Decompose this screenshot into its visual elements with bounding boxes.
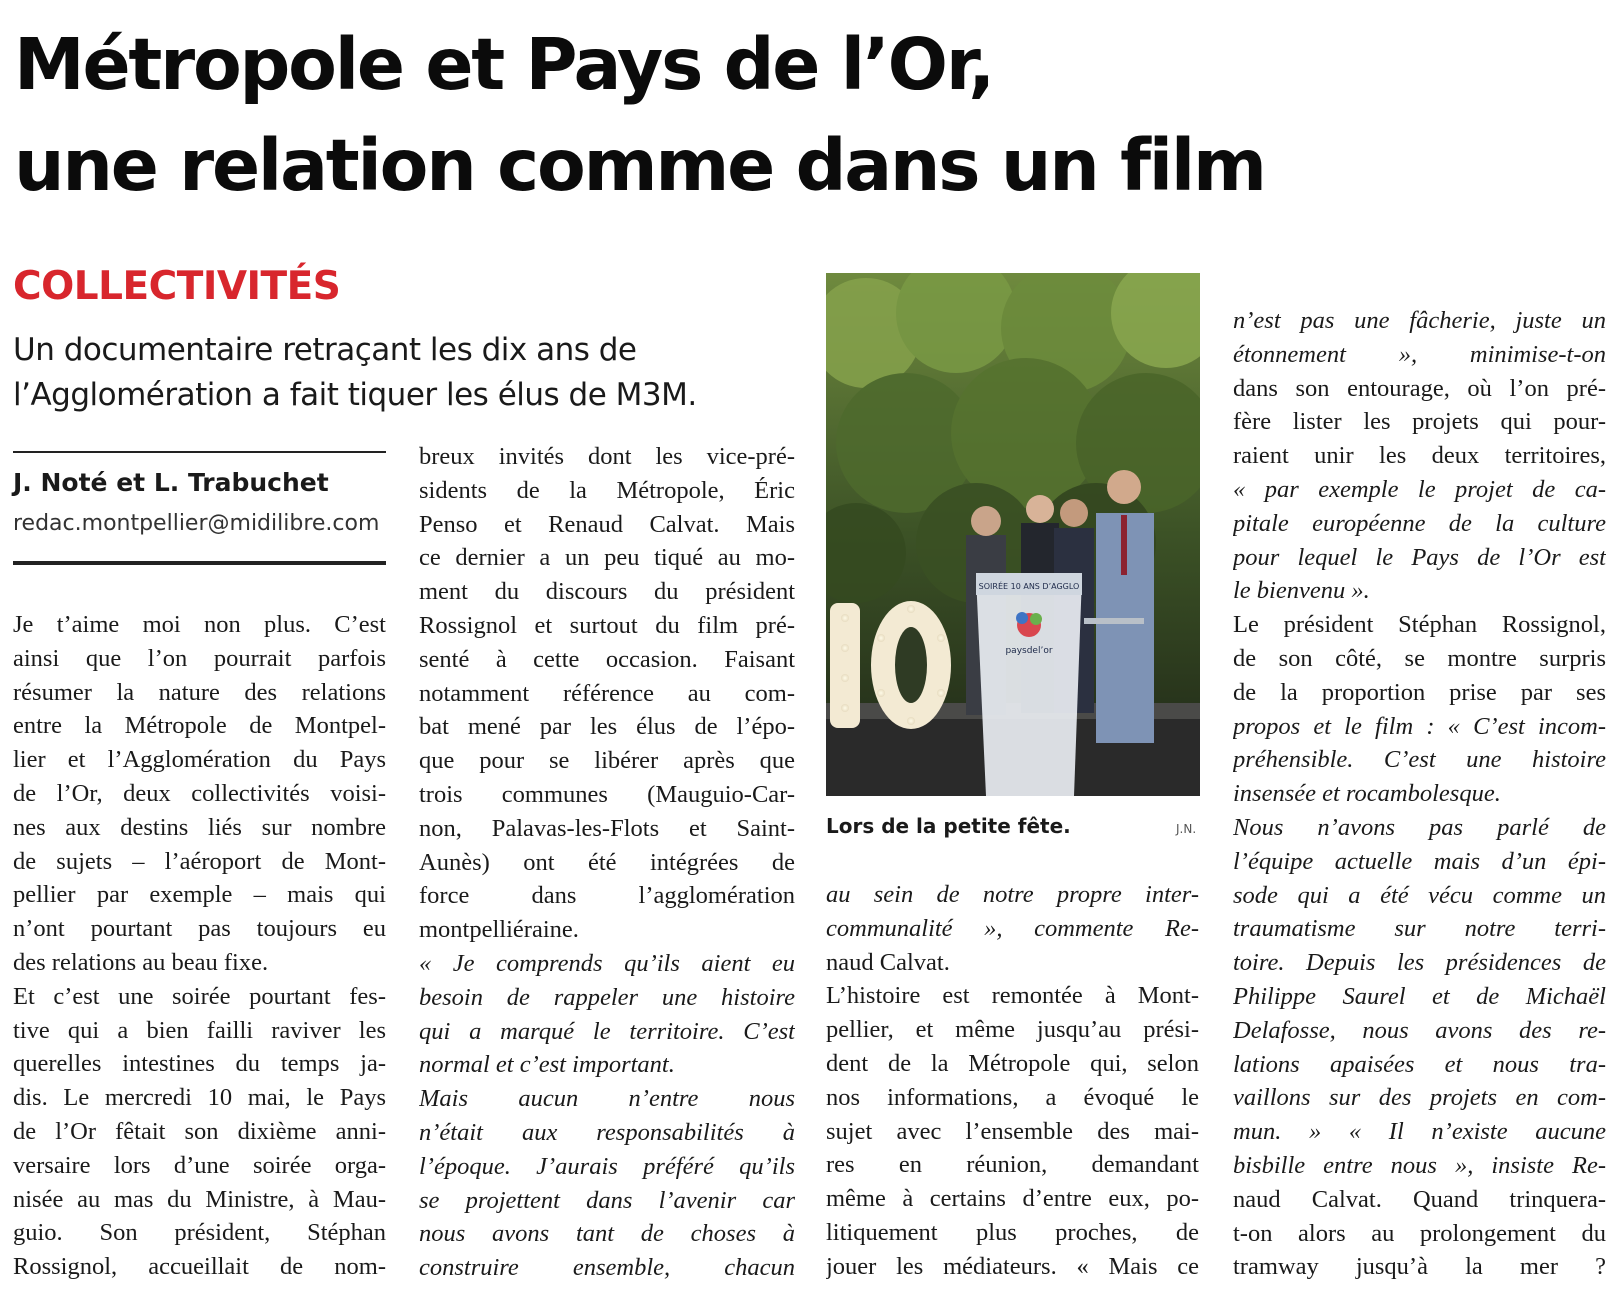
article-line: Le président Stéphan Rossignol, — [1233, 611, 1606, 639]
podium-logo-text: paysdel’or — [1005, 646, 1053, 656]
article-line: res en réunion, demandant — [826, 1151, 1199, 1179]
byline-email[interactable]: redac.montpellier@midilibre.com — [13, 511, 380, 536]
article-line: Mais aucun n’entre nous — [419, 1085, 795, 1113]
article-line: nous avons tant de choses à — [419, 1220, 795, 1248]
article-line: au sein de notre propre inter- — [826, 881, 1199, 908]
article-line: vaillons sur des projets en com- — [1233, 1084, 1606, 1112]
standfirst-line-2: l’Agglomération a fait tiquer les élus de M3M. — [13, 377, 697, 413]
byline-bottom-rule — [13, 561, 386, 565]
article-line: breux invités dont les vice-pré- — [419, 443, 795, 470]
event-photo — [826, 273, 1200, 796]
podium-text: SOIRÉE 10 ANS D’AGGLO — [978, 582, 1080, 591]
article-column-3 — [826, 878, 1199, 1284]
article-line: Aunès) ont été intégrées de — [419, 848, 795, 876]
article-line: t-on alors au prolongement du — [1233, 1219, 1606, 1247]
headline-line-1: Métropole et Pays de l’Or, — [14, 23, 993, 106]
byline-top-rule — [13, 451, 386, 453]
photo-credit: J.N. — [1176, 822, 1197, 836]
article-line: sujet avec l’ensemble des mai- — [826, 1117, 1199, 1145]
article-line: « par exemple le projet de ca- — [1233, 475, 1606, 503]
article-line: Nous n’avons pas parlé de — [1233, 813, 1606, 841]
standfirst — [13, 328, 803, 418]
article-line: bisbille entre nous », insiste Re- — [1233, 1151, 1606, 1179]
article-line: de la proportion prise par ses — [1233, 678, 1606, 706]
article-line: préhensible. C’est une histoire — [1233, 746, 1606, 774]
article-line: L’histoire est remontée à Mont- — [826, 982, 1199, 1010]
article-line: des relations au beau fixe. — [13, 948, 269, 976]
article-line: naud Calvat. — [826, 948, 950, 976]
article-line: lier et l’Agglomération du Pays — [13, 746, 386, 774]
headline-line-2: une relation comme dans un film — [14, 124, 1265, 207]
article-line: nisée au mas du Ministre, à Mau- — [13, 1185, 386, 1213]
article-line: pellier par exemple – mais qui — [13, 881, 386, 909]
article-line: de l’Or fêtait son dixième anni- — [13, 1117, 386, 1145]
article-line: mun. » « Il n’existe aucune — [1233, 1118, 1606, 1146]
article-line: étonnement », minimise-t-on — [1233, 340, 1606, 368]
article-column-1 — [13, 608, 386, 1284]
article-line: versaire lors d’une soirée orga- — [13, 1151, 386, 1179]
article-line: qui a marqué le territoire. C’est — [419, 1017, 795, 1045]
article-line: besoin de rappeler une histoire — [419, 983, 795, 1011]
article-line: n’est pas une fâcherie, juste un — [1233, 307, 1606, 334]
article-line: dis. Le mercredi 10 mai, le Pays — [13, 1084, 386, 1112]
article-line: toire. Depuis les présidences de — [1233, 949, 1606, 977]
article-line: normal et c’est important. — [419, 1051, 675, 1079]
article-line: communalité », commente Re- — [826, 914, 1199, 942]
article-line: notamment référence au com- — [419, 679, 795, 707]
article-column-4 — [1233, 304, 1606, 1284]
article-line: sode qui a été vécu comme un — [1233, 881, 1606, 909]
section-rubric: COLLECTIVITÉS — [13, 264, 341, 309]
article-line: même à certains d’entre eux, po- — [826, 1185, 1199, 1213]
photo-caption: Lors de la petite fête. — [826, 814, 1071, 838]
article-line: n’était aux responsabilités à — [419, 1118, 795, 1146]
article-line: Rossignol et surtout du film pré- — [419, 611, 795, 639]
article-line: construire ensemble, chacun — [419, 1254, 795, 1282]
event-photo-illustration — [826, 273, 1200, 796]
article-line: que pour se libérer après que — [419, 747, 795, 775]
article-line: pour lequel le Pays de l’Or est — [1233, 543, 1606, 571]
article-line: pellier, et même jusqu’au prési- — [826, 1016, 1199, 1044]
article-line: Et c’est une soirée pourtant fes- — [13, 982, 386, 1010]
article-line: n’ont pourtant pas toujours eu — [13, 915, 386, 943]
article-line: jouer les médiateurs. « Mais ce — [826, 1252, 1199, 1280]
article-line: de l’Or, deux collectivités voisi- — [13, 779, 386, 807]
article-line: guio. Son président, Stéphan — [13, 1219, 386, 1247]
article-line: nes aux destins liés sur nombre — [13, 813, 386, 841]
article-line: litiquement plus proches, de — [826, 1218, 1199, 1246]
article-line: tramway jusqu’à la mer ? — [1233, 1253, 1606, 1281]
article-line: ment du discours du président — [419, 578, 795, 606]
article-line: senté à cette occasion. Faisant — [419, 645, 795, 673]
article-line: Penso et Renaud Calvat. Mais — [419, 510, 795, 538]
article-line: Je t’aime moi non plus. C’est — [13, 611, 386, 638]
article-line: trois communes (Mauguio-Car- — [419, 780, 795, 808]
article-line: l’époque. J’aurais préféré qu’ils — [419, 1152, 795, 1180]
article-line: naud Calvat. Quand trinquera- — [1233, 1185, 1606, 1213]
article-line: insensée et rocambolesque. — [1233, 780, 1501, 808]
article-line: raient unir les deux territoires, — [1233, 442, 1606, 470]
article-line: Philippe Saurel et de Michaël — [1233, 982, 1606, 1010]
article-line: Rossignol, accueillait de nom- — [13, 1253, 386, 1281]
article-line: force dans l’agglomération — [419, 882, 795, 910]
article-line: se projettent dans l’avenir car — [419, 1186, 795, 1214]
article-line: de son côté, se montre surpris — [1233, 644, 1606, 672]
standfirst-line-1: Un documentaire retraçant les dix ans de — [13, 332, 637, 368]
article-line: non, Palavas-les-Flots et Saint- — [419, 814, 795, 842]
article-line: traumatisme sur notre terri- — [1233, 915, 1606, 943]
article-line: ainsi que l’on pourrait parfois — [13, 644, 386, 672]
article-line: dans son entourage, où l’on pré- — [1233, 374, 1606, 402]
article-line: dent de la Métropole qui, selon — [826, 1049, 1199, 1077]
article-line: tive qui a bien failli raviver les — [13, 1016, 386, 1044]
byline-authors: J. Noté et L. Trabuchet — [13, 468, 329, 497]
article-line: bat mené par les élus de l’épo- — [419, 713, 795, 741]
article-column-2 — [419, 440, 795, 1285]
article-line: nos informations, a évoqué le — [826, 1083, 1199, 1111]
article-line: « Je comprends qu’ils aient eu — [419, 949, 795, 977]
lectern — [976, 573, 1082, 796]
article-line: résumer la nature des relations — [13, 678, 386, 706]
article-line: querelles intestines du temps ja- — [13, 1050, 386, 1078]
article-line: Delafosse, nous avons des re- — [1233, 1016, 1606, 1044]
article-line: sidents de la Métropole, Éric — [419, 476, 795, 504]
article-line: le bienvenu ». — [1233, 577, 1370, 605]
article-line: ce dernier a un peu tiqué au mo- — [419, 544, 795, 572]
article-line: pitale européenne de la culture — [1233, 509, 1606, 537]
article-line: lations apaisées et nous tra- — [1233, 1050, 1606, 1078]
article-line: de sujets – l’aéroport de Mont- — [13, 847, 386, 875]
article-line: propos et le film : « C’est incom- — [1233, 712, 1606, 740]
article-line: montpelliéraine. — [419, 916, 579, 944]
headline — [14, 14, 1614, 216]
article-line: fère lister les projets qui pour- — [1233, 408, 1606, 436]
number-ten-sign — [830, 601, 951, 729]
article-line: entre la Métropole de Montpel- — [13, 712, 386, 740]
article-line: l’équipe actuelle mais d’un épi- — [1233, 847, 1606, 875]
